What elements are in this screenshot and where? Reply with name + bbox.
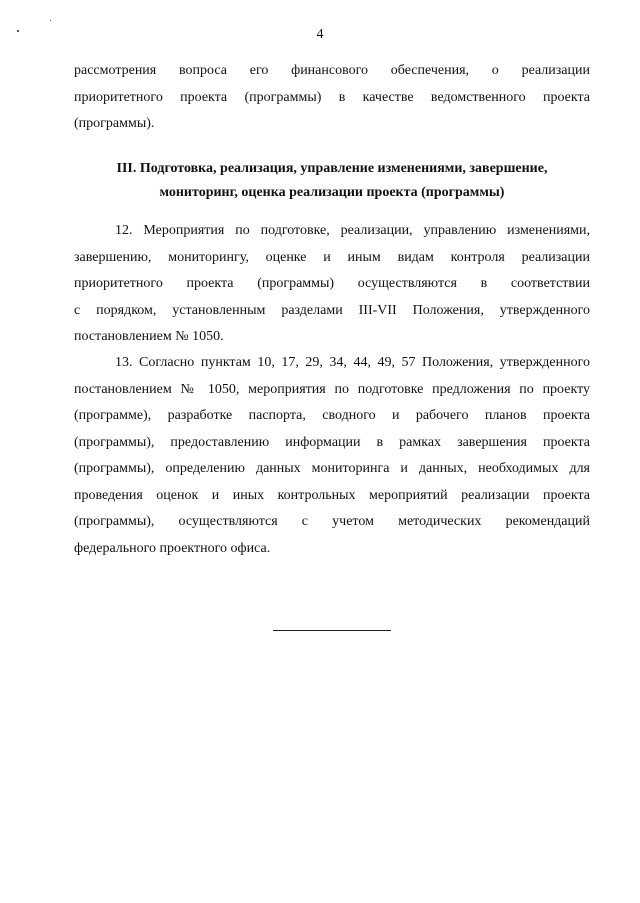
text-line: проведения оценок и иных контрольных мероприятий реализации проекта bbox=[74, 487, 590, 503]
text-line: с порядком, установленным разделами III-VII Положения, утвержденного bbox=[74, 302, 590, 318]
text-line: приоритетного проекта (программы) осуществляются в соответствии bbox=[74, 276, 590, 291]
intro-paragraph bbox=[74, 58, 590, 138]
closing-rule bbox=[273, 630, 391, 631]
section-heading-line: мониторинг, оценка реализации проекта (программы) bbox=[159, 185, 505, 200]
text-line: 12. Мероприятия по подготовке, реализации, управлению изменениями, bbox=[115, 223, 590, 238]
section-heading-line: III. Подготовка, реализация, управление изменениями, завершение, bbox=[116, 161, 548, 176]
text-line: 13. Согласно пунктам 10, 17, 29, 34, 44, 49, 57 Положения, утвержденного bbox=[115, 355, 590, 370]
text-line: (программы), определению данных мониторинга и данных, необходимых для bbox=[74, 461, 590, 476]
text-line: (программы), предоставлению информации в рамках завершения проекта bbox=[74, 434, 590, 450]
text-line: (программы), осуществляются с учетом методических рекомендаций bbox=[74, 514, 590, 529]
paragraph-12 bbox=[74, 218, 590, 351]
text-line: постановлением № 1050, мероприятия по подготовке предложения по проекту bbox=[74, 381, 590, 397]
text-line: рассмотрения вопроса его финансового обеспечения, о реализации bbox=[74, 63, 590, 78]
scan-speck bbox=[50, 20, 51, 21]
paragraph-13 bbox=[74, 350, 590, 562]
text-line: приоритетного проекта (программы) в качестве ведомственного проекта bbox=[74, 89, 590, 105]
text-line: федерального проектного офиса. bbox=[74, 540, 271, 556]
text-line: завершению, мониторингу, оценке и иным видам контроля реализации bbox=[74, 249, 590, 265]
text-line: (программы). bbox=[74, 116, 155, 131]
text-line: (программе), разработке паспорта, сводного и рабочего планов проекта bbox=[74, 408, 590, 423]
section-heading bbox=[74, 157, 590, 205]
page-number: 4 bbox=[316, 27, 324, 42]
text-line: постановлением № 1050. bbox=[74, 329, 224, 344]
